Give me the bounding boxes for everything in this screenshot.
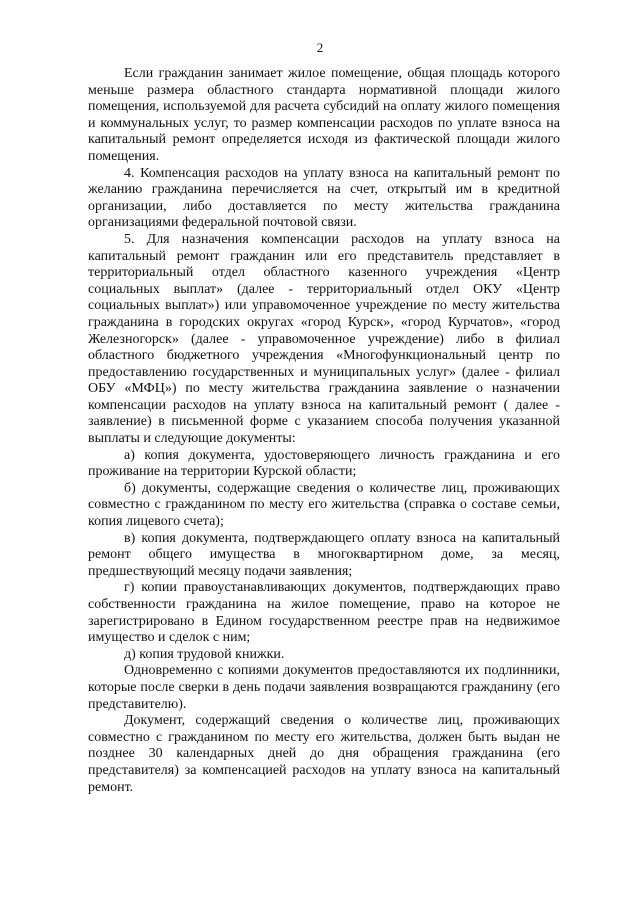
paragraph-4-payment-method: 4. Компенсация расходов на уплату взноса на капитальный ремонт по желанию гражданина перечисляется на счет, открытый им в кредитной организации, либо доставляется по месту жительства гражданина организациями федеральной почтовой связи. [88, 165, 560, 231]
paragraph-residence-document: Документ, содержащий сведения о количестве лиц, проживающих совместно с гражданином по месту его жительства, должен быть выдан не позднее 30 календарных дней до дня обращения гражданина (его представителя) за компенсацией расходов на уплату взноса на капитальный ремонт. [88, 713, 560, 795]
list-item-a: а) копия документа, удостоверяющего личность гражданина и его проживание на территории Курской области; [88, 447, 560, 480]
list-item-v: в) копия документа, подтверждающего оплату взноса на капитальный ремонт общего имущества в многоквартирном доме, за месяц, предшествующий месяцу подачи заявления; [88, 530, 560, 579]
page-number: 2 [316, 40, 324, 55]
document-body [88, 66, 560, 796]
paragraph-living-area: Если гражданин занимает жилое помещение, общая площадь которого меньше размера областного стандарта нормативной площади жилого помещения, используемой для расчета субсидий на оплату жилого помещения и коммунальных услуг, то размер компенсации расходов по уплате взноса на капитальный ремонт определяется исходя из фактической площади жилого помещения. [88, 66, 560, 164]
paragraph-5-application: 5. Для назначения компенсации расходов на уплату взноса на капитальный ремонт гражданин или его представитель представляет в территориальный отдел областного казенного учреждения «Центр социальных выплат» (далее - территориальный отдел ОКУ «Центр социальных выплат») или управомоченное учреждение по месту жительства гражданина в городских округах «город Курск», «город Курчатов», «город Железногорск» (далее - управомоченное учреждение) либо в филиал областного бюджетного учреждения «Многофункциональный центр по предоставлению государственных и муниципальных услуг» (далее - филиал ОБУ «МФЦ») по месту жительства гражданина заявление о назначении компенсации расходов на уплату взноса на капитальный ремонт ( далее - заявление) в письменной форме с указанием способа получения указанной выплаты и следующие документы: [88, 231, 560, 447]
list-item-d: д) копия трудовой книжки. [124, 646, 285, 662]
list-item-b: б) документы, содержащие сведения о количестве лиц, проживающих совместно с гражданином по месту его жительства (справка о составе семьи, копия лицевого счета); [88, 480, 560, 530]
list-item-g: г) копии правоустанавливающих документов, подтверждающих право собственности гражданина на жилое помещение, право на которое не зарегистрировано в Едином государственном реестре прав на недвижимое имущество и сделок с ним; [88, 580, 560, 646]
paragraph-originals: Одновременно с копиями документов предоставляются их подлинники, которые после сверки в день подачи заявления возвращаются гражданину (его представителю). [88, 663, 560, 712]
